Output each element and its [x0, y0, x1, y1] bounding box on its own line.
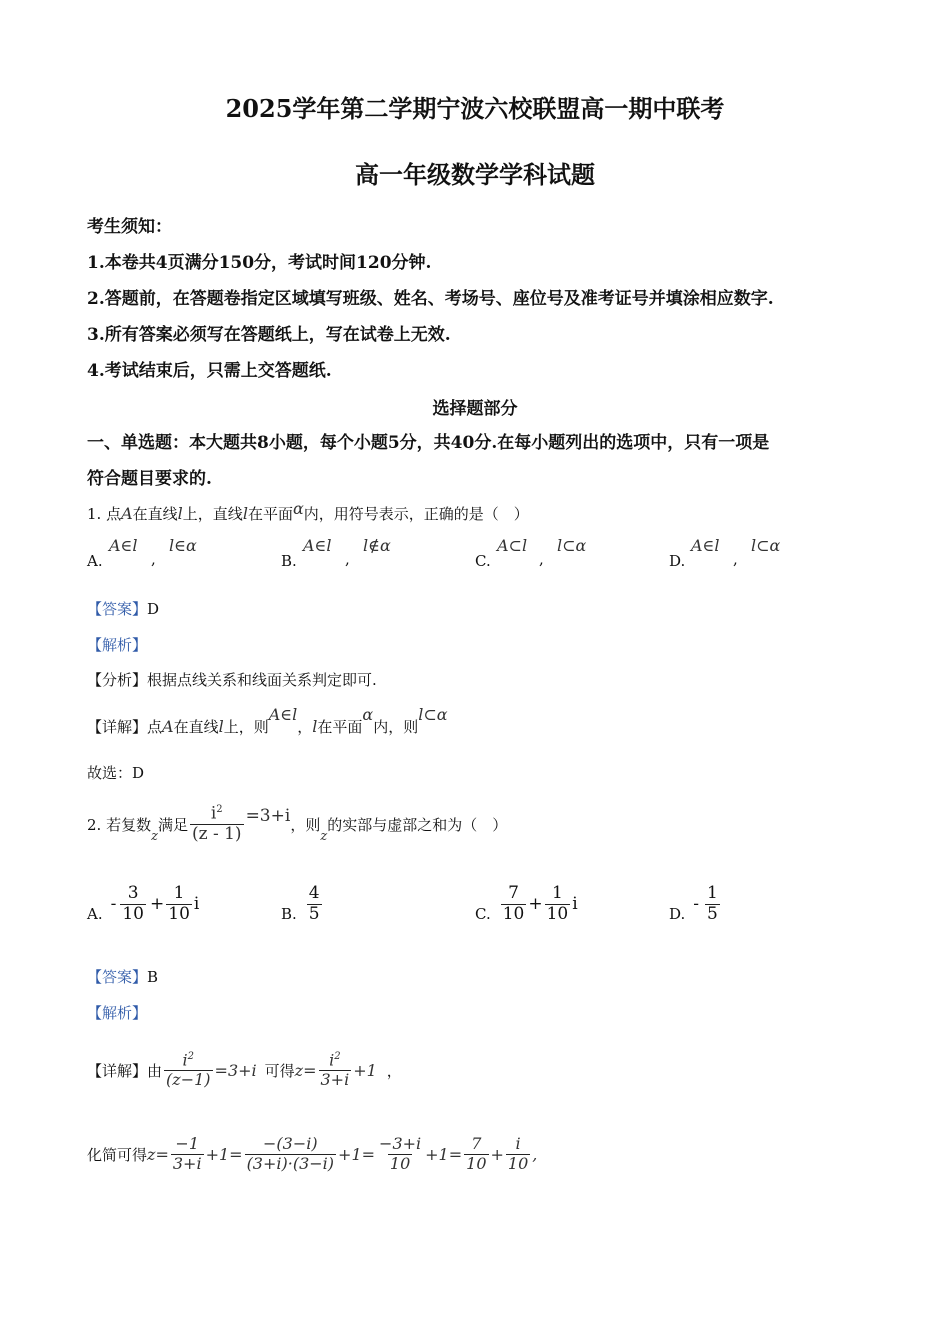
notice-heading: 考生须知： [87, 217, 172, 237]
q2-jiexi-tag: 【解析】 [87, 1004, 148, 1022]
q1-answer: 【答案】D [87, 600, 160, 618]
part1-instructions-line1: 一、单选题：本大题共8小题，每个小题5分，共40分.在每小题列出的选项中，只有一项是 [87, 433, 770, 453]
q2-stem-fraction: $\frac{i^2}{(z - 1)}$ [191, 803, 242, 844]
q2-option-c[interactable]: C. $\frac{7}{10}$ + $\frac{1}{10}$ i [475, 882, 578, 924]
q2-option-d[interactable]: D. - $\frac{1}{5}$ [669, 882, 718, 924]
notice-item-3: 3.所有答案必须写在答题纸上，写在试卷上无效. [87, 325, 451, 345]
q2-option-a[interactable]: A. - $\frac{3}{10}$ + $\frac{1}{10}$ i [87, 882, 200, 924]
exam-title: 2025学年第二学期宁波六校联盟高一期中联考 [225, 94, 725, 123]
notice-item-4: 4.考试结束后，只需上交答题纸. [87, 361, 332, 381]
q2-detail-fraction-2: $\frac{i^2}{3+i}$ [320, 1050, 350, 1089]
q2-answer: 【答案】B [87, 968, 159, 986]
q1-detail: 【详解】点A在直线l上，则A∈l，l在平面α内，则l⊂α [87, 705, 448, 736]
q2-stem: 2. 若复数 z 满足 $\frac{i^2}{(z - 1)}$ =3+i ，则 z 的实部与虚部之和为（ ） [87, 803, 508, 844]
q2-detail-line1: 【详解】 由 $\frac{i^2}{(z-1)}$ =3+i 可得 z= $\frac{i^2}{3+i}$ +1 ， [87, 1050, 402, 1089]
notice-item-2: 2.答题前，在答题卷指定区域填写班级、姓名、考场号、座位号及准考证号并填涂相应数字. [87, 289, 774, 309]
q1-conclusion: 故选：D [87, 764, 145, 782]
part1-instructions-line2: 符合题目要求的. [87, 469, 212, 489]
q1-jiexi-tag: 【解析】 [87, 636, 148, 654]
exam-subtitle: 高一年级数学学科试题 [355, 160, 595, 189]
q2-detail-fraction-1: $\frac{i^2}{(z-1)}$ [166, 1050, 211, 1089]
q2-detail-line2: 化简可得 z= $\frac{-1}{3+i}$ +1= $\frac{-(3-i)}{(3+i)\cdot(3-i)}$ +1= $\frac{-3+i}{10}$ +1= $\frac{7}{10}$ + $\frac{i}{10}$ , [87, 1134, 538, 1173]
q1-analysis: 【分析】根据点线关系和线面关系判定即可. [87, 671, 377, 689]
section-title: 选择题部分 [432, 399, 518, 419]
q1-options: A. A∈l , l∈α B. A∈l , l∉α C. A⊂l , l⊂α D. A∈l , l⊂α [87, 536, 781, 570]
notice-item-1: 1.本卷共4页满分150分，考试时间120分钟. [87, 253, 432, 273]
q1-stem: 1. 点A在直线l上，直线l在平面α内，用符号表示，正确的是（ ） [87, 499, 529, 523]
q2-option-b[interactable]: B. $\frac{4}{5}$ [281, 882, 320, 924]
q2-options [87, 878, 867, 930]
